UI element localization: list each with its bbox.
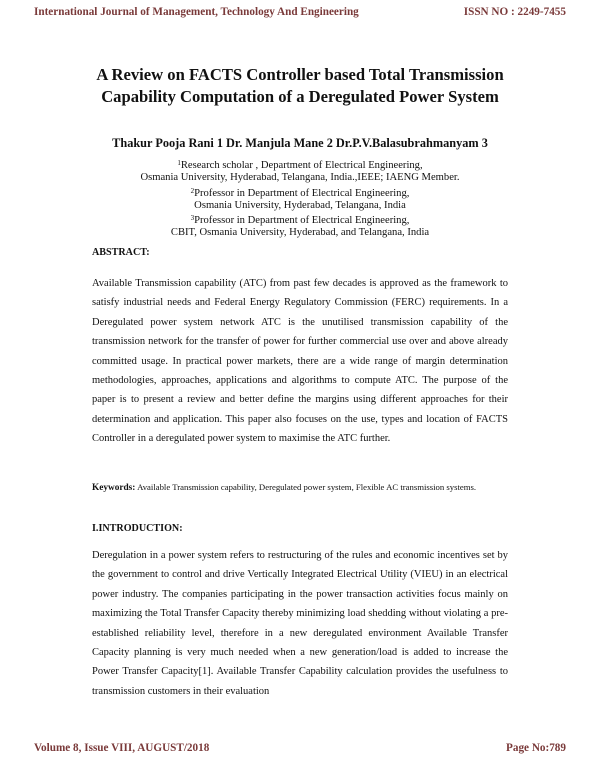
affiliation-text: Professor in Department of Electrical Engineering, (194, 215, 410, 227)
affiliation-marker: 3 (190, 214, 195, 223)
affiliation-text: Professor in Department of Electrical Engineering, (194, 187, 410, 199)
affiliation-line (40, 227, 560, 239)
page-number: Page No:789 (506, 742, 566, 754)
affiliation-line (40, 157, 560, 172)
abstract-heading: ABSTRACT: (92, 247, 150, 258)
volume-info: Volume 8, Issue VIII, AUGUST/2018 (34, 742, 210, 754)
author-list: Thakur Pooja Rani 1 Dr. Manjula Mane 2 Dr.P.V.Balasubrahmanyam 3 (112, 136, 488, 150)
affiliation-marker: 2 (190, 186, 195, 195)
journal-name: International Journal of Management, Technology And Engineering (34, 6, 359, 18)
introduction-heading: I.INTRODUCTION: (92, 523, 183, 534)
keywords (92, 479, 508, 497)
affiliations (40, 157, 560, 240)
affiliation-line (40, 185, 560, 200)
paper-title (40, 64, 560, 108)
title-line-1: A Review on FACTS Controller based Total Transmission (96, 65, 504, 84)
affiliation-text: Osmania University, Hyderabad, Telangana, India.,IEEE; IAENG Member. (140, 172, 460, 184)
running-footer (34, 742, 566, 754)
affiliation-marker: 1 (177, 159, 181, 167)
affiliation-line (40, 212, 560, 227)
affiliation-text: Research scholar , Department of Electrical Engineering, (180, 160, 423, 171)
keywords-text: Available Transmission capability, Deregulated power system, Flexible AC transmission systems. (135, 482, 477, 492)
issn-number: ISSN NO : 2249-7455 (463, 6, 566, 18)
running-header (34, 6, 566, 18)
affiliation-line (40, 172, 560, 184)
affiliation-text: Osmania University, Hyderabad, Telangana, India (194, 199, 406, 211)
title-line-2: Capability Computation of a Deregulated Power System (101, 87, 499, 106)
affiliation-text: CBIT, Osmania University, Hyderabad, and Telangana, India (170, 227, 430, 239)
introduction-text: Deregulation in a power system refers to restructuring of the rules and economic incentives set by the government to control and drive Vertically Integrated Electrical Utility (VIEU) in an electrical power industry. The companies participating in the power transaction activities focus mainly on maximizing the Total Transfer Capacity thereby minimizing load shedding without violating a pre-established reliability level, therefore in a new deregulated environment Available Transfer Capacity planning is very much needed when a new generation/load is added to increase the Power Transfer Capacity[1]. Available Transfer Capability calculation provides the usefulness to transmission customers in their evaluation (92, 550, 508, 697)
affiliation-line (40, 200, 560, 212)
abstract-text: Available Transmission capability (ATC) from past few decades is approved as the framework to satisfy industrial needs and Federal Energy Regulatory Commission (FERC) requirements. In a Deregulated power system network ATC is the unutilised transmission capability of the transmission network for the transfer of power for further commercial use over and above already committed usage. In practical power markets, there are a wide range of margin determination methodologies, approaches, applications and algorithms to compute ATC. The purpose of the paper is to present a review and better define the margins using different approaches for their determination and application. This paper also focuses on the use, types and location of FACTS Controller in a deregulated power system to maximise the ATC further. (92, 278, 508, 445)
keywords-label: Keywords: (92, 483, 136, 493)
